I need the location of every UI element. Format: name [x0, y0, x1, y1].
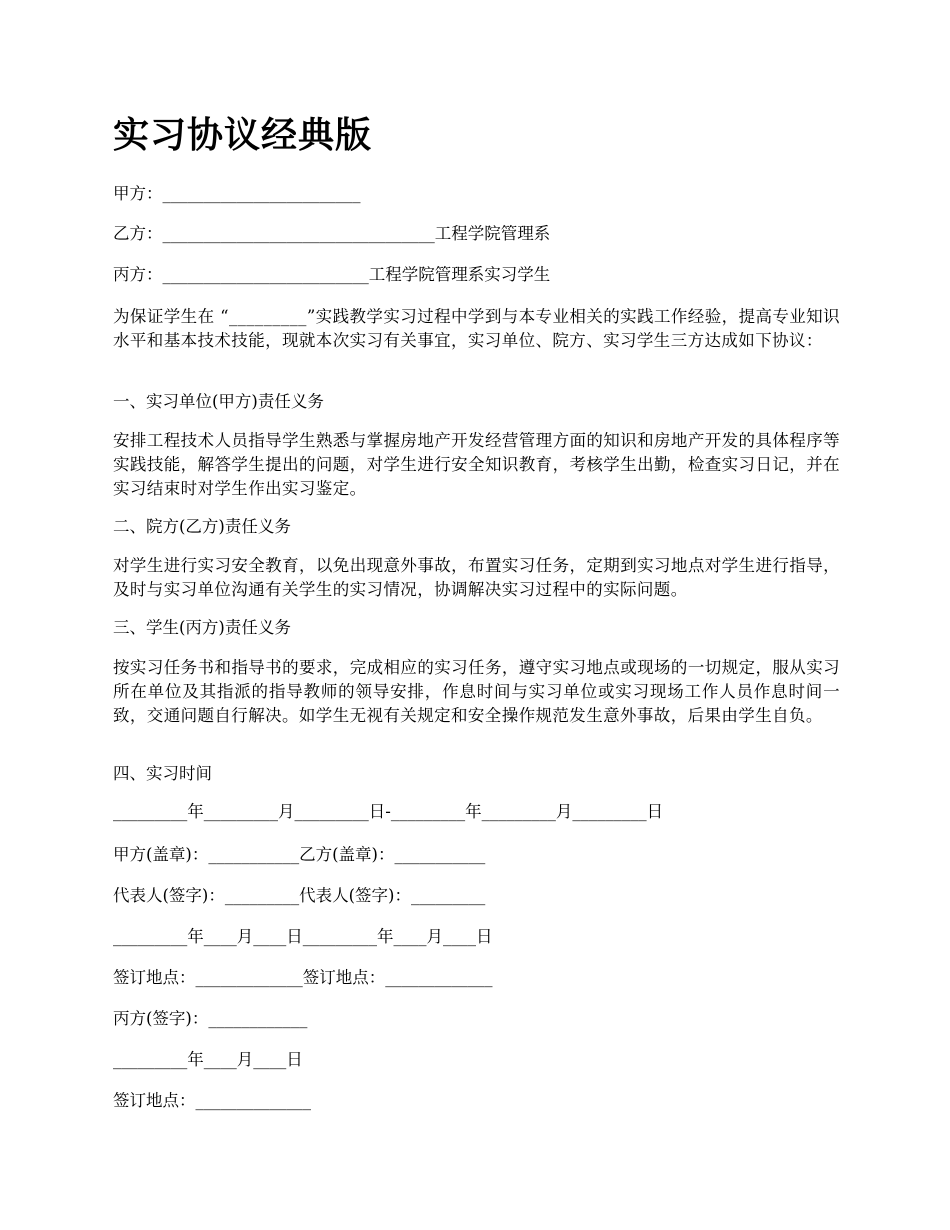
- signing-place-line-ab: 签订地点：_____________签订地点：_____________: [113, 968, 493, 987]
- period-heading: 四、实习时间: [113, 764, 212, 783]
- party-a-line: 甲方：________________________: [113, 184, 361, 203]
- section-3-body: 按实习任务书和指导书的要求，完成相应的实习任务，遵守实习地点或现场的一切规定，服从实习所在单位及其指派的指导教师的领导安排，作息时间与实习单位或实习现场工作人员作息时间一致，交通问题自行解决。如学生无视有关规定和安全操作规范发生意外事故，后果由学生自负。: [113, 658, 840, 725]
- document-title: 实习协议经典版: [113, 115, 373, 156]
- section-1-heading: 一、实习单位(甲方)责任义务: [113, 392, 324, 411]
- seal-line: 甲方(盖章)：___________乙方(盖章)：___________: [113, 845, 486, 864]
- section-3-heading: 三、学生(丙方)责任义务: [113, 618, 291, 637]
- date-line-ab: _________年____月____日_________年____月____日: [113, 927, 493, 946]
- section-2-body: 对学生进行实习安全教育，以免出现意外事故，布置实习任务，定期到实习地点对学生进行指导，及时与实习单位沟通有关学生的实习情况，协调解决实习过程中的实际问题。: [113, 556, 840, 599]
- party-b-line: 乙方：_________________________________工程学院管理系: [113, 224, 551, 243]
- representative-line: 代表人(签字)：_________代表人(签字)：_________: [113, 886, 486, 905]
- period-line: _________年_________月_________日-_________年_________月_________日: [113, 802, 664, 821]
- party-c-signature-line: 丙方(签字)：____________: [113, 1009, 308, 1028]
- section-1-body: 安排工程技术人员指导学生熟悉与掌握房地产开发经营管理方面的知识和房地产开发的具体程序等实践技能，解答学生提出的问题，对学生进行安全知识教育，考核学生出勤，检查实习日记，并在实习结束时对学生作出实习鉴定。: [113, 431, 840, 498]
- section-2-heading: 二、院方(乙方)责任义务: [113, 517, 291, 536]
- party-c-line: 丙方：_________________________工程学院管理系实习学生: [113, 265, 551, 284]
- signing-place-line-c: 签订地点：______________: [113, 1091, 311, 1110]
- date-line-c: _________年____月____日: [113, 1050, 303, 1069]
- intro-paragraph: 为保证学生在 “_________”实践教学实习过程中学到与本专业相关的实践工作经验，提高专业知识水平和基本技术技能，现就本次实习有关事宜，实习单位、院方、实习学生三方达成如下协议：: [113, 307, 840, 350]
